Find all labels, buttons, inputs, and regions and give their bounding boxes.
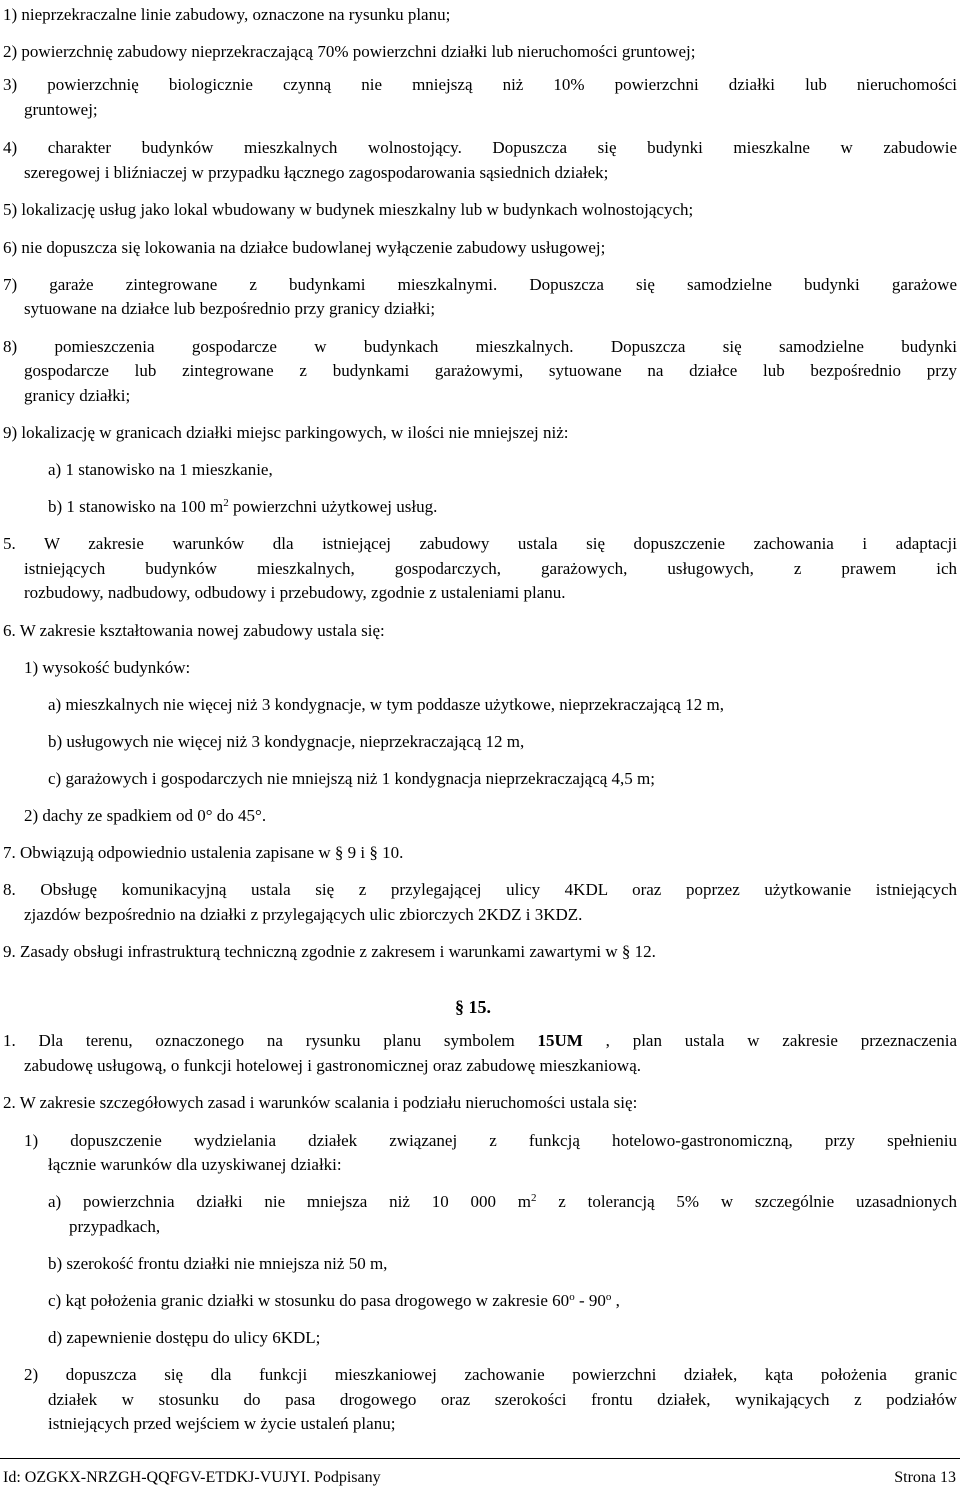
list-item: 4) charakter budynków mieszkalnych wolnostojący. Dopuszcza się budynki mieszkalne w zabudowie xyxy=(3,138,957,157)
list-item-continuation: istniejących przed wejściem w życie ustaleń planu; xyxy=(48,1414,396,1433)
list-item: 5) lokalizację usług jako lokal wbudowany w budynek mieszkalny lub w budynkach wolnostojących; xyxy=(3,200,694,219)
text-fragment: z tolerancją 5% w szczególnie uzasadnionych xyxy=(536,1192,957,1211)
sub-list-item: a) mieszkalnych nie więcej niż 3 kondygnacje, w tym poddasze użytkowe, nieprzekraczającą 12 m, xyxy=(48,695,724,714)
text-fragment: 1. Dla terenu, oznaczonego na rysunku planu symbolem xyxy=(3,1031,538,1050)
section-paragraph: 2. W zakresie szczegółowych zasad i warunków scalania i podziału nieruchomości ustala się: xyxy=(3,1093,638,1112)
sub-list-item xyxy=(48,1190,957,1215)
superscript: 2 xyxy=(223,497,229,509)
list-item: 2) dachy ze spadkiem od 0° do 45°. xyxy=(24,806,267,825)
list-item-continuation: gruntowej; xyxy=(24,100,98,119)
superscript: 2 xyxy=(530,1192,537,1204)
list-item-continuation: łącznie warunków dla uzyskiwanej działki: xyxy=(48,1155,342,1174)
section-paragraph: 6. W zakresie kształtowania nowej zabudowy ustala się: xyxy=(3,621,385,640)
list-item: 2) powierzchnię zabudowy nieprzekraczającą 70% powierzchni działki lub nieruchomości gruntowej; xyxy=(3,42,696,61)
list-item: 3) powierzchnię biologicznie czynną nie mniejszą niż 10% powierzchni działki lub nieruchomości xyxy=(3,75,957,94)
sub-list-item: b) usługowych nie więcej niż 3 kondygnacje, nieprzekraczającą 12 m, xyxy=(48,732,525,751)
footer-divider xyxy=(0,1458,960,1459)
section-paragraph: 8. Obsługę komunikacyjną ustala się z przylegającej ulicy 4KDL oraz poprzez użytkowanie istniejących xyxy=(3,880,957,899)
sub-list-item: d) zapewnienie dostępu do ulicy 6KDL; xyxy=(48,1328,321,1347)
text-fragment: powierzchni użytkowej usług. xyxy=(228,497,438,516)
sub-list-item: b) szerokość frontu działki nie mniejsza niż 50 m, xyxy=(48,1254,388,1273)
section-heading: § 15. xyxy=(455,997,491,1017)
text-fragment: a) powierzchnia działki nie mniejsza niż 10 000 m xyxy=(48,1192,531,1211)
sub-list-item: c) garażowych i gospodarczych nie mniejszą niż 1 kondygnacja nieprzekraczającą 4,5 m; xyxy=(48,769,655,788)
section-paragraph: 5. W zakresie warunków dla istniejącej zabudowy ustala się dopuszczenie zachowania i adaptacji xyxy=(3,534,957,553)
section-paragraph-continuation: rozbudowy, nadbudowy, odbudowy i przebudowy, zgodnie z ustaleniami planu. xyxy=(24,583,566,602)
list-item: 7) garaże zintegrowane z budynkami mieszkalnymi. Dopuszcza się samodzielne budynki garażowe xyxy=(3,275,957,294)
superscript: o xyxy=(569,1291,575,1303)
sub-list-item: a) 1 stanowisko na 1 mieszkanie, xyxy=(48,460,273,479)
zone-symbol: 15UM xyxy=(537,1031,583,1050)
text-fragment: b) 1 stanowisko na 100 m xyxy=(48,497,224,516)
list-item: 1) nieprzekraczalne linie zabudowy, oznaczone na rysunku planu; xyxy=(3,5,451,24)
list-item: 8) pomieszczenia gospodarcze w budynkach mieszkalnych. Dopuszcza się samodzielne budynki xyxy=(3,337,957,356)
section-paragraph-continuation: istniejących budynków mieszkalnych, gospodarczych, garażowych, usługowych, z prawem ich xyxy=(24,559,957,578)
text-fragment: - 90 xyxy=(574,1291,606,1310)
superscript: o xyxy=(605,1291,612,1303)
section-paragraph: 9. Zasady obsługi infrastrukturą techniczną zgodnie z zakresem i warunkami zawartymi w § 12. xyxy=(3,942,656,961)
sub-list-item xyxy=(48,495,437,520)
text-fragment: , xyxy=(611,1291,620,1310)
list-item: 2) dopuszcza się dla funkcji mieszkaniowej zachowanie powierzchni działek, kąta położenia granic xyxy=(24,1365,957,1384)
list-item: 6) nie dopuszcza się lokowania na działce budowlanej wyłączenie zabudowy usługowej; xyxy=(3,238,606,257)
list-item-continuation: działek w stosunku do pasa drogowego oraz szerokości frontu działek, wynikających z podziałów xyxy=(48,1390,957,1409)
text-fragment: c) kąt położenia granic działki w stosunku do pasa drogowego w zakresie 60 xyxy=(48,1291,570,1310)
list-item: 1) wysokość budynków: xyxy=(24,658,191,677)
list-item-continuation: szeregowej i bliźniaczej w przypadku łącznego zagospodarowania sąsiednich działek; xyxy=(24,163,609,182)
list-item-continuation: gospodarcze lub zintegrowane z budynkami garażowymi, sytuowane na działce lub bezpośrednio przy xyxy=(24,361,957,380)
section-paragraph-continuation: zabudowę usługową, o funkcji hotelowej i gastronomicznej oraz zabudowę mieszkaniową. xyxy=(24,1056,641,1075)
footer-document-id: Id: OZGKX-NRZGH-QQFGV-ETDKJ-VUJYI. Podpisany xyxy=(3,1469,381,1486)
section-paragraph: 7. Obwiązują odpowiednio ustalenia zapisane w § 9 i § 10. xyxy=(3,843,404,862)
list-item: 9) lokalizację w granicach działki miejsc parkingowych, w ilości nie mniejszej niż: xyxy=(3,423,569,442)
section-paragraph xyxy=(3,1029,957,1054)
list-item: 1) dopuszczenie wydzielania działek związanej z funkcją hotelowo-gastronomiczną, przy spełnieniu xyxy=(24,1131,957,1150)
list-item-continuation: granicy działki; xyxy=(24,386,131,405)
list-item-continuation: sytuowane na działce lub bezpośrednio przy granicy działki; xyxy=(24,299,436,318)
sub-list-item-continuation: przypadkach, xyxy=(69,1217,161,1236)
sub-list-item xyxy=(48,1289,620,1314)
footer-page-number: Strona 13 xyxy=(894,1469,956,1486)
section-paragraph-continuation: zjazdów bezpośrednio na działki z przylegających ulic zbiorczych 2KDZ i 3KDZ. xyxy=(24,905,583,924)
text-fragment: , plan ustala w zakresie przeznaczenia xyxy=(582,1031,957,1050)
